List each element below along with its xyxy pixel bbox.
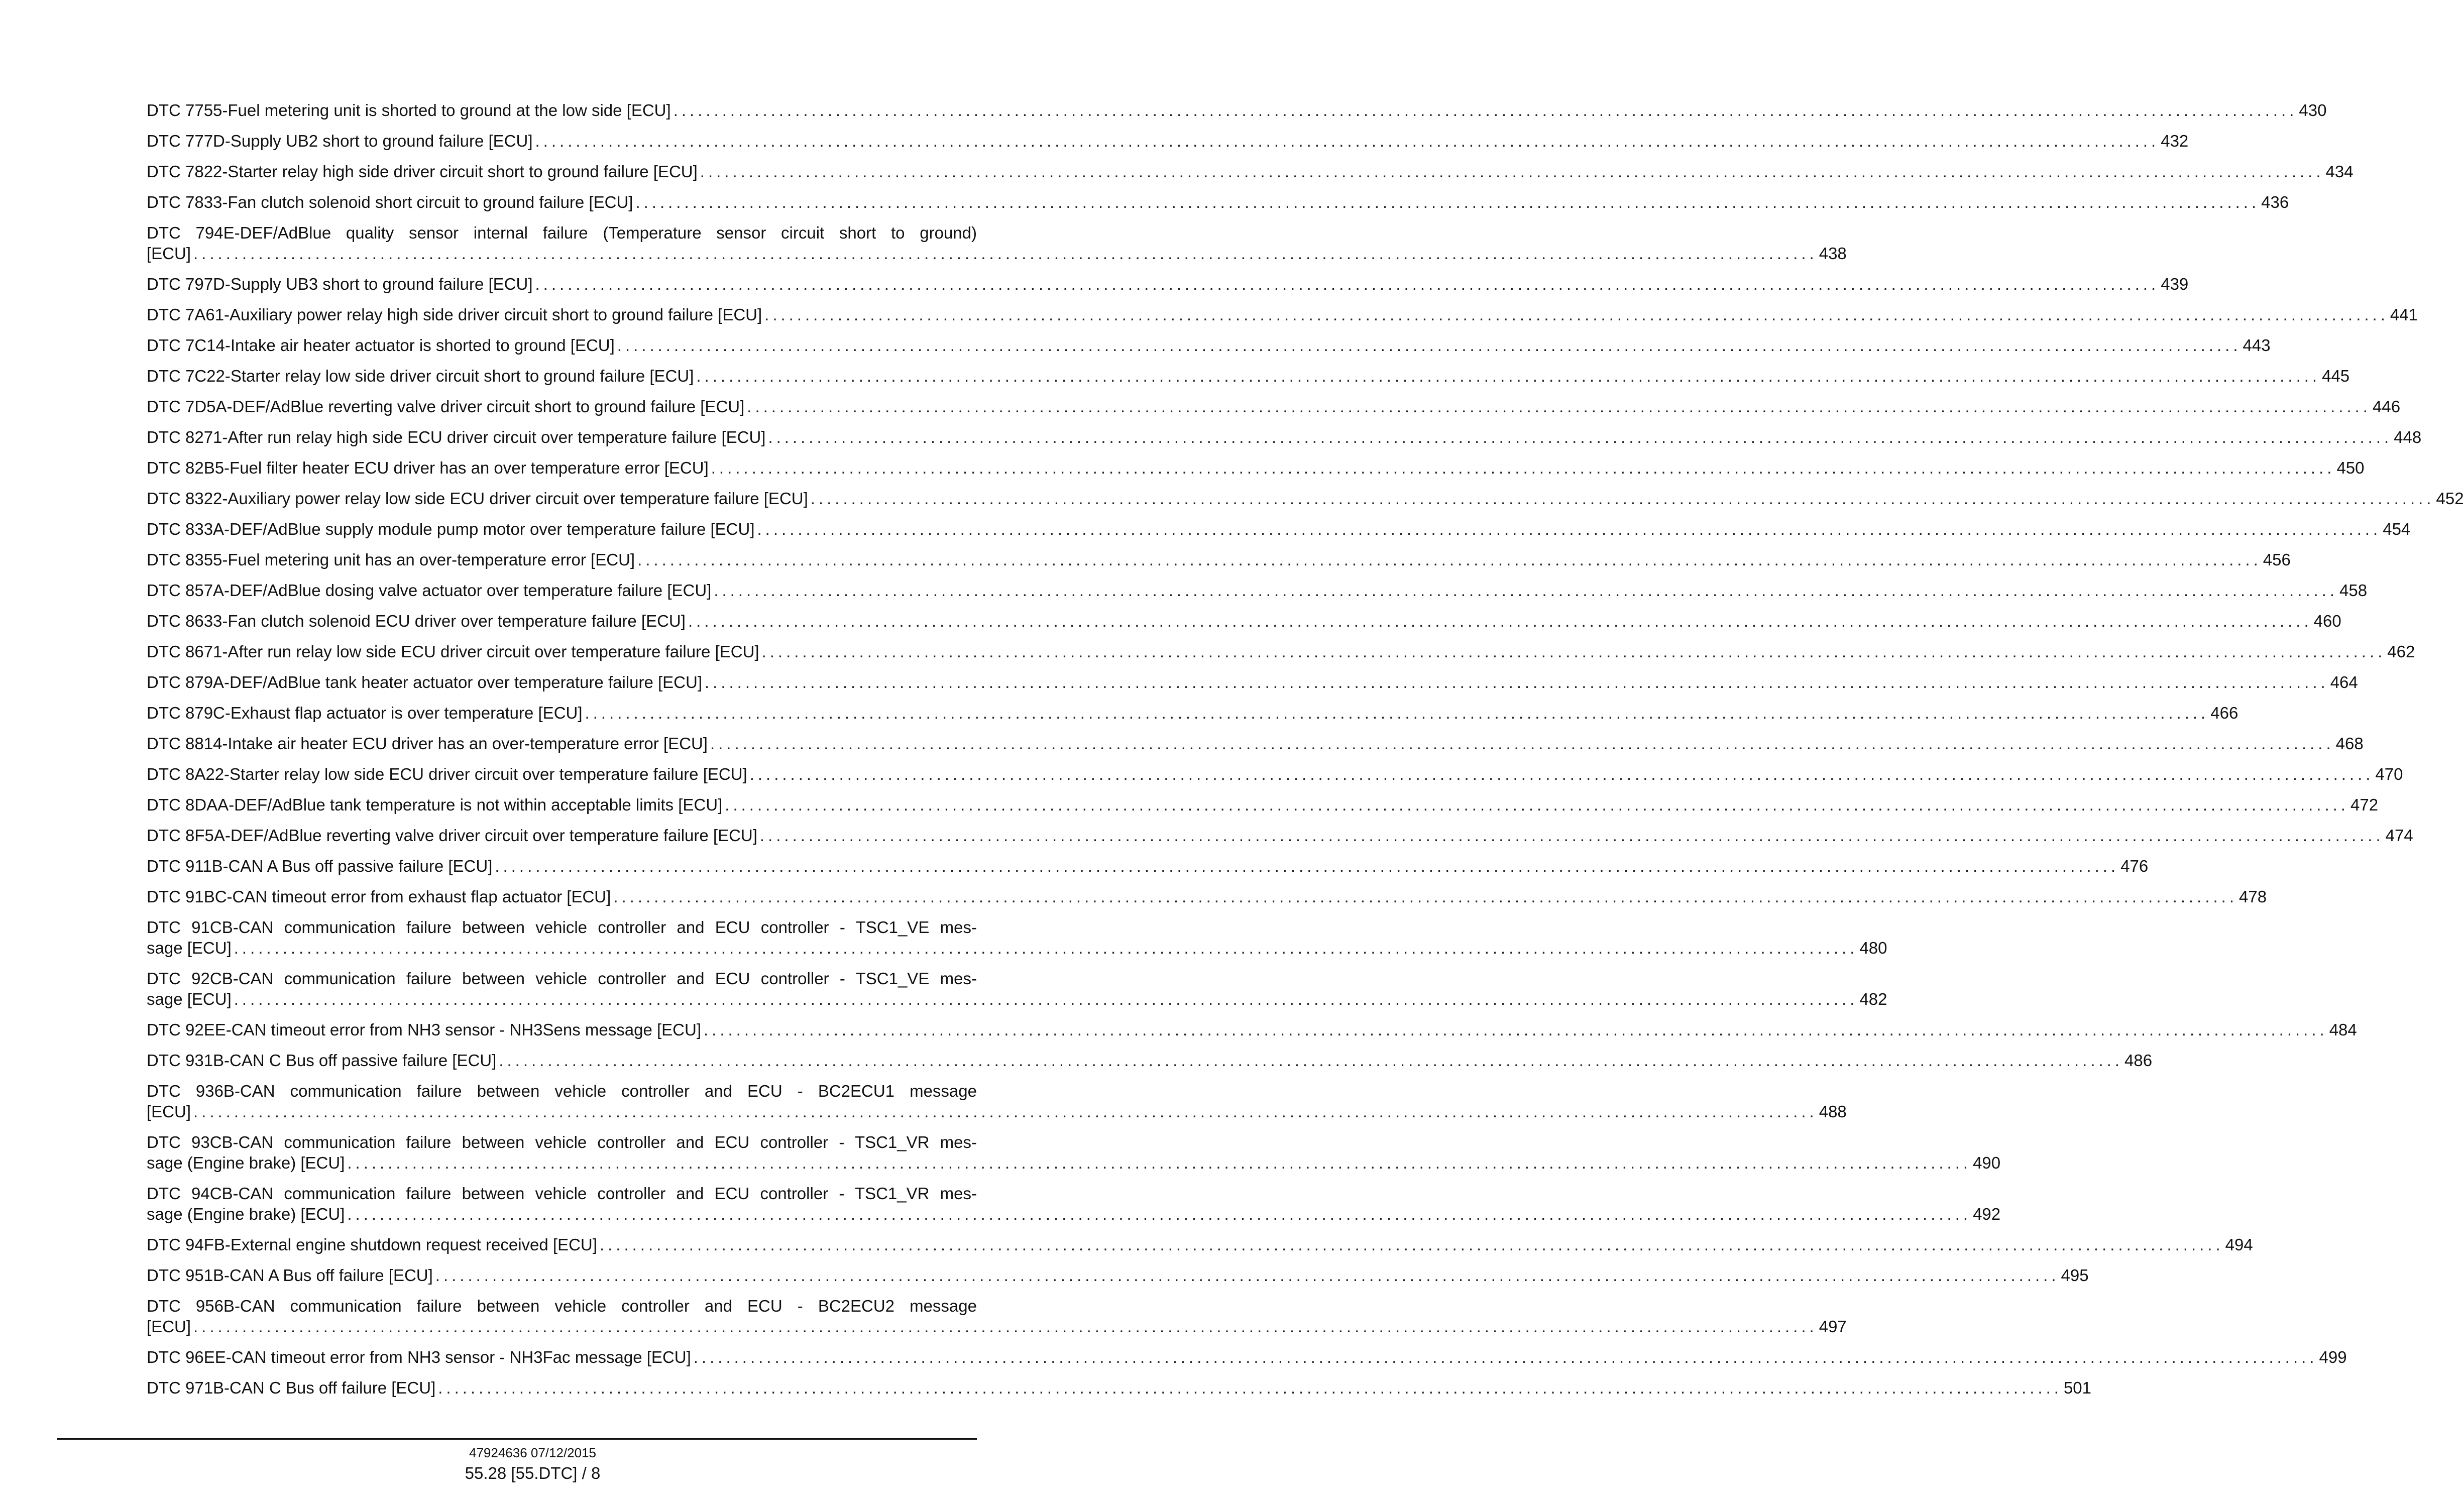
toc-entry-page-number: 462 bbox=[2387, 642, 2415, 661]
dot-leader: ........................................................................................................................................................................................................ bbox=[693, 1348, 2318, 1366]
toc-entry[interactable] bbox=[147, 611, 2341, 631]
toc-entry[interactable] bbox=[147, 427, 2422, 447]
toc-entry-title: DTC 7822-Starter relay high side driver circuit short to ground failure [ECU] bbox=[147, 162, 698, 181]
toc-entry-page-number: 501 bbox=[2063, 1378, 2092, 1397]
dot-leader: ........................................................................................................................................................................................................ bbox=[435, 1266, 2060, 1285]
dot-leader: ........................................................................................................................................................................................................ bbox=[714, 581, 2338, 600]
toc-entry[interactable] bbox=[147, 856, 2149, 876]
toc-entry-title: DTC 857A-DEF/AdBlue dosing valve actuator over temperature failure [ECU] bbox=[147, 581, 712, 600]
toc-entry[interactable] bbox=[147, 396, 2401, 417]
toc-entry-title-line1: DTC 93CB-CAN communication failure between vehicle controller and ECU controller - TSC1_VR mes- bbox=[147, 1133, 977, 1151]
toc-entry-title: DTC 879A-DEF/AdBlue tank heater actuator over temperature failure [ECU] bbox=[147, 673, 702, 691]
toc-entry[interactable] bbox=[147, 580, 2368, 601]
dot-leader: ........................................................................................................................................................................................................ bbox=[764, 305, 2389, 324]
toc-entry[interactable] bbox=[147, 764, 2403, 784]
toc-entry-page-number: 432 bbox=[2161, 132, 2189, 150]
toc-entry-title: DTC 8DAA-DEF/AdBlue tank temperature is not within acceptable limits [ECU] bbox=[147, 795, 723, 814]
toc-entry[interactable] bbox=[147, 519, 2411, 539]
toc-entry-title: DTC 833A-DEF/AdBlue supply module pump motor over temperature failure [ECU] bbox=[147, 520, 755, 538]
toc-entry-page-number: 480 bbox=[1859, 939, 1887, 957]
toc-entry[interactable] bbox=[147, 1183, 2001, 1224]
toc-entry-title: DTC 8633-Fan clutch solenoid ECU driver over temperature failure [ECU] bbox=[147, 612, 686, 630]
toc-entry-page-number: 466 bbox=[2210, 704, 2238, 722]
toc-entry-page-number: 470 bbox=[2375, 765, 2403, 783]
toc-entry-page-number: 484 bbox=[2329, 1020, 2357, 1039]
toc-entry-page-number: 430 bbox=[2299, 101, 2327, 120]
toc-entry-title: DTC 96EE-CAN timeout error from NH3 sensor - NH3Fac message [ECU] bbox=[147, 1348, 691, 1366]
toc-entry-title: DTC 797D-Supply UB3 short to ground failure [ECU] bbox=[147, 275, 533, 293]
dot-leader: ........................................................................................................................................................................................................ bbox=[234, 990, 1858, 1008]
toc-entry-title: DTC 8814-Intake air heater ECU driver has an over-temperature error [ECU] bbox=[147, 734, 708, 753]
footer-divider bbox=[57, 1438, 977, 1440]
toc-entry-title-line1: DTC 92CB-CAN communication failure between vehicle controller and ECU controller - TSC1_VE mes- bbox=[147, 969, 977, 988]
toc-entry-page-number: 439 bbox=[2161, 275, 2189, 293]
toc-entry[interactable] bbox=[147, 1050, 2153, 1071]
dot-leader: ........................................................................................................................................................................................................ bbox=[234, 939, 1858, 957]
toc-entry-title: DTC 7755-Fuel metering unit is shorted to ground at the low side [ECU] bbox=[147, 101, 671, 120]
toc-entry-page-number: 454 bbox=[2383, 520, 2411, 538]
toc-entry[interactable] bbox=[147, 825, 2413, 846]
toc-entry-title: DTC 8F5A-DEF/AdBlue reverting valve driver circuit over temperature failure [ECU] bbox=[147, 826, 757, 845]
toc-entry-title: DTC 8322-Auxiliary power relay low side ECU driver circuit over temperature failure [ECU] bbox=[147, 489, 808, 508]
toc-entry[interactable] bbox=[147, 1019, 2357, 1040]
toc-entry[interactable] bbox=[147, 1377, 2092, 1398]
toc-entry-page-number: 458 bbox=[2339, 581, 2368, 600]
dot-leader: ........................................................................................................................................................................................................ bbox=[438, 1378, 2062, 1397]
toc-entry-title: [ECU] bbox=[147, 244, 191, 263]
dot-leader: ........................................................................................................................................................................................................ bbox=[499, 1051, 2123, 1070]
dot-leader: ........................................................................................................................................................................................................ bbox=[747, 397, 2371, 416]
toc-entry-title-line2 bbox=[147, 1152, 2001, 1173]
dot-leader: ........................................................................................................................................................................................................ bbox=[193, 1102, 1818, 1121]
toc-entry[interactable] bbox=[147, 703, 2238, 723]
toc-entry-page-number: 434 bbox=[2325, 162, 2354, 181]
toc-entry[interactable] bbox=[147, 641, 2415, 662]
toc-entry-page-number: 478 bbox=[2239, 887, 2267, 906]
toc-entry-page-number: 450 bbox=[2336, 458, 2365, 477]
toc-entry[interactable] bbox=[147, 366, 2350, 386]
toc-entry-page-number: 445 bbox=[2322, 367, 2350, 385]
toc-entry-title: DTC 7C22-Starter relay low side driver circuit short to ground failure [ECU] bbox=[147, 367, 694, 385]
toc-entry[interactable] bbox=[147, 672, 2358, 692]
dot-leader: ........................................................................................................................................................................................................ bbox=[535, 275, 2160, 293]
toc-entry-title: DTC 7C14-Intake air heater actuator is shorted to ground [ECU] bbox=[147, 336, 615, 355]
dot-leader: ........................................................................................................................................................................................................ bbox=[635, 193, 2260, 211]
toc-entry[interactable] bbox=[147, 1347, 2347, 1367]
toc-entry-title: DTC 879C-Exhaust flap actuator is over temperature [ECU] bbox=[147, 704, 583, 722]
toc-entry[interactable] bbox=[147, 274, 2189, 294]
toc-entry-page-number: 446 bbox=[2372, 397, 2401, 416]
dot-leader: ........................................................................................................................................................................................................ bbox=[704, 1020, 2328, 1039]
toc-entry-page-number: 460 bbox=[2313, 612, 2341, 630]
toc-entry-page-number: 495 bbox=[2061, 1266, 2089, 1285]
toc-entry-title-line2 bbox=[147, 1204, 2001, 1224]
dot-leader: ........................................................................................................................................................................................................ bbox=[193, 1317, 1818, 1336]
toc-entry-title: DTC 92EE-CAN timeout error from NH3 sensor - NH3Sens message [ECU] bbox=[147, 1020, 701, 1039]
toc-entry-page-number: 476 bbox=[2120, 857, 2149, 875]
toc-entry-page-number: 441 bbox=[2390, 305, 2418, 324]
toc-entry-title: DTC 971B-CAN C Bus off failure [ECU] bbox=[147, 1378, 436, 1397]
toc-entry[interactable] bbox=[147, 1081, 1847, 1122]
dot-leader: ........................................................................................................................................................................................................ bbox=[705, 673, 2329, 691]
dot-leader: ........................................................................................................................................................................................................ bbox=[759, 826, 2384, 845]
dot-leader: ........................................................................................................................................................................................................ bbox=[347, 1205, 1972, 1223]
toc-entry-title-line2 bbox=[147, 938, 1887, 958]
toc-entry-title: DTC 8671-After run relay low side ECU driver circuit over temperature failure [ECU] bbox=[147, 642, 759, 661]
toc-entry[interactable] bbox=[147, 192, 2289, 212]
toc-entry-title: DTC 931B-CAN C Bus off passive failure [ECU] bbox=[147, 1051, 497, 1070]
toc-entry-page-number: 492 bbox=[1973, 1205, 2001, 1223]
toc-entry[interactable] bbox=[147, 488, 2464, 509]
toc-entry-title-line2 bbox=[147, 243, 1847, 264]
dot-leader: ........................................................................................................................................................................................................ bbox=[613, 887, 2238, 906]
toc-entry-page-number: 436 bbox=[2261, 193, 2289, 211]
toc-entry-title: DTC 91BC-CAN timeout error from exhaust flap actuator [ECU] bbox=[147, 887, 611, 906]
toc-entry-title: [ECU] bbox=[147, 1102, 191, 1121]
table-of-contents bbox=[147, 100, 2464, 1408]
toc-entry[interactable] bbox=[147, 222, 1847, 264]
toc-entry[interactable] bbox=[147, 1296, 1847, 1337]
toc-entry-page-number: 438 bbox=[1819, 244, 1847, 263]
toc-entry[interactable] bbox=[147, 549, 2291, 570]
toc-entry-title: DTC 951B-CAN A Bus off failure [ECU] bbox=[147, 1266, 433, 1285]
toc-entry-title-line2 bbox=[147, 1101, 1847, 1122]
toc-entry[interactable] bbox=[147, 794, 2379, 815]
toc-entry-title: DTC 7833-Fan clutch solenoid short circuit to ground failure [ECU] bbox=[147, 193, 633, 211]
toc-entry-page-number: 488 bbox=[1819, 1102, 1847, 1121]
dot-leader: ........................................................................................................................................................................................................ bbox=[585, 704, 2209, 722]
toc-entry-title: DTC 94FB-External engine shutdown request received [ECU] bbox=[147, 1235, 597, 1254]
footer-document-id: 47924636 07/12/2015 bbox=[469, 1445, 597, 1460]
toc-entry-page-number: 490 bbox=[1973, 1153, 2001, 1172]
toc-entry-title: DTC 82B5-Fuel filter heater ECU driver has an over temperature error [ECU] bbox=[147, 458, 709, 477]
toc-entry-page-number: 443 bbox=[2243, 336, 2271, 355]
dot-leader: ........................................................................................................................................................................................................ bbox=[711, 458, 2335, 477]
dot-leader: ........................................................................................................................................................................................................ bbox=[193, 244, 1818, 263]
toc-entry-page-number: 448 bbox=[2394, 428, 2422, 446]
toc-entry[interactable] bbox=[147, 917, 1887, 958]
dot-leader: ........................................................................................................................................................................................................ bbox=[768, 428, 2393, 446]
toc-entry[interactable] bbox=[147, 1265, 2089, 1286]
toc-entry-title: DTC 7A61-Auxiliary power relay high side driver circuit short to ground failure [ECU] bbox=[147, 305, 762, 324]
toc-entry-page-number: 494 bbox=[2225, 1235, 2253, 1254]
toc-entry-title: DTC 8355-Fuel metering unit has an over-temperature error [ECU] bbox=[147, 550, 635, 569]
toc-entry-page-number: 497 bbox=[1819, 1317, 1847, 1336]
dot-leader: ........................................................................................................................................................................................................ bbox=[535, 132, 2160, 150]
dot-leader: ........................................................................................................................................................................................................ bbox=[688, 612, 2312, 630]
dot-leader: ........................................................................................................................................................................................................ bbox=[810, 489, 2435, 508]
toc-entry-page-number: 486 bbox=[2124, 1051, 2153, 1070]
dot-leader: ........................................................................................................................................................................................................ bbox=[757, 520, 2382, 538]
toc-entry-title: [ECU] bbox=[147, 1317, 191, 1336]
toc-entry-title-line2 bbox=[147, 1316, 1847, 1337]
toc-entry[interactable] bbox=[147, 335, 2271, 356]
toc-entry[interactable] bbox=[147, 161, 2354, 182]
toc-entry-title-line1: DTC 936B-CAN communication failure between vehicle controller and ECU - BC2ECU1 message bbox=[147, 1082, 977, 1100]
toc-entry-title-line1: DTC 91CB-CAN communication failure between vehicle controller and ECU controller - TSC1_VE mes- bbox=[147, 918, 977, 937]
toc-entry[interactable] bbox=[147, 457, 2365, 478]
toc-entry[interactable] bbox=[147, 131, 2189, 151]
dot-leader: ........................................................................................................................................................................................................ bbox=[637, 550, 2262, 569]
toc-entry-title: sage (Engine brake) [ECU] bbox=[147, 1205, 345, 1223]
toc-entry[interactable] bbox=[147, 968, 1887, 1009]
toc-entry[interactable] bbox=[147, 100, 2327, 121]
toc-entry-title: DTC 7D5A-DEF/AdBlue reverting valve driver circuit short to ground failure [ECU] bbox=[147, 397, 745, 416]
toc-entry-page-number: 452 bbox=[2436, 489, 2464, 508]
toc-entry-title-line1: DTC 956B-CAN communication failure between vehicle controller and ECU - BC2ECU2 message bbox=[147, 1297, 977, 1315]
dot-leader: ........................................................................................................................................................................................................ bbox=[761, 642, 2386, 661]
toc-entry-title: DTC 777D-Supply UB2 short to ground failure [ECU] bbox=[147, 132, 533, 150]
toc-entry-page-number: 464 bbox=[2330, 673, 2358, 691]
toc-entry-page-number: 472 bbox=[2350, 795, 2379, 814]
toc-entry-title: DTC 8A22-Starter relay low side ECU driver circuit over temperature failure [ECU] bbox=[147, 765, 747, 783]
toc-entry[interactable] bbox=[147, 733, 2364, 754]
dot-leader: ........................................................................................................................................................................................................ bbox=[673, 101, 2298, 120]
toc-entry-page-number: 499 bbox=[2319, 1348, 2347, 1366]
toc-entry[interactable] bbox=[147, 304, 2418, 325]
toc-entry-page-number: 482 bbox=[1859, 990, 1887, 1008]
toc-entry-title-line2 bbox=[147, 989, 1887, 1009]
toc-entry-title-line1: DTC 94CB-CAN communication failure between vehicle controller and ECU controller - TSC1_VR mes- bbox=[147, 1184, 977, 1203]
toc-entry-page-number: 456 bbox=[2263, 550, 2291, 569]
toc-entry[interactable] bbox=[147, 886, 2267, 907]
footer-page-reference: 55.28 [55.DTC] / 8 bbox=[465, 1464, 601, 1482]
toc-entry-title: sage [ECU] bbox=[147, 990, 232, 1008]
dot-leader: ........................................................................................................................................................................................................ bbox=[495, 857, 2119, 875]
toc-entry-title: sage [ECU] bbox=[147, 939, 232, 957]
dot-leader: ........................................................................................................................................................................................................ bbox=[617, 336, 2242, 355]
toc-entry[interactable] bbox=[147, 1132, 2001, 1173]
dot-leader: ........................................................................................................................................................................................................ bbox=[347, 1153, 1972, 1172]
toc-entry-title: sage (Engine brake) [ECU] bbox=[147, 1153, 345, 1172]
toc-entry-title: DTC 911B-CAN A Bus off passive failure [ECU] bbox=[147, 857, 493, 875]
toc-entry-title-line1: DTC 794E-DEF/AdBlue quality sensor internal failure (Temperature sensor circuit short to ground) bbox=[147, 223, 977, 242]
toc-entry[interactable] bbox=[147, 1234, 2253, 1255]
dot-leader: ........................................................................................................................................................................................................ bbox=[700, 162, 2324, 181]
dot-leader: ........................................................................................................................................................................................................ bbox=[696, 367, 2321, 385]
dot-leader: ........................................................................................................................................................................................................ bbox=[749, 765, 2374, 783]
dot-leader: ........................................................................................................................................................................................................ bbox=[710, 734, 2334, 753]
toc-entry-page-number: 474 bbox=[2385, 826, 2413, 845]
dot-leader: ........................................................................................................................................................................................................ bbox=[725, 795, 2349, 814]
toc-entry-page-number: 468 bbox=[2335, 734, 2364, 753]
dot-leader: ........................................................................................................................................................................................................ bbox=[599, 1235, 2224, 1254]
toc-entry-title: DTC 8271-After run relay high side ECU driver circuit over temperature failure [ECU] bbox=[147, 428, 766, 446]
